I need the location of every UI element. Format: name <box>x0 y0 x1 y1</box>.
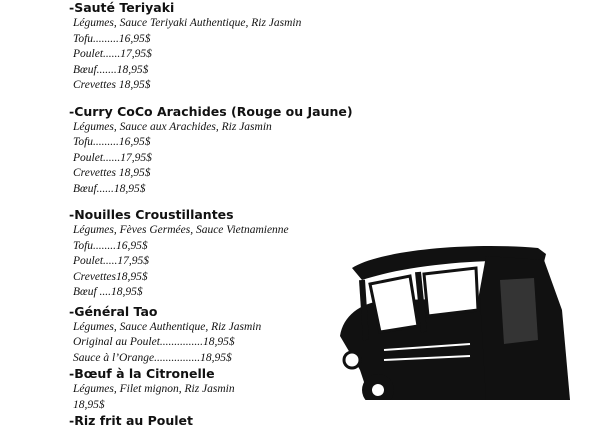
price-line: Bœuf.......18,95$ <box>73 63 149 76</box>
section-description: Légumes, Sauce aux Arachides, Riz Jasmin <box>73 120 272 133</box>
section-description: Légumes, Sauce Authentique, Riz Jasmin <box>73 320 262 333</box>
price-line: Tofu........16,95$ <box>73 239 148 252</box>
headlight-shape <box>344 352 360 368</box>
section-title: -Bœuf à la Citronelle <box>69 366 215 381</box>
price-line: Bœuf......18,95$ <box>73 182 146 195</box>
section-description: Légumes, Sauce Teriyaki Authentique, Riz Jasmin <box>73 17 302 29</box>
menu-section-curry-coco <box>69 103 403 198</box>
price-line: Poulet......17,95$ <box>73 48 152 60</box>
section-title: -Nouilles Croustillantes <box>69 207 234 222</box>
menu-section-riz-frit <box>69 413 403 429</box>
section-description: Légumes, Filet mignon, Riz Jasmin <box>73 383 235 395</box>
price-line: Tofu.........16,95$ <box>73 136 151 148</box>
price-line: Tofu.........16,95$ <box>73 32 151 45</box>
section-title: -Curry CoCo Arachides (Rouge ou Jaune) <box>69 103 353 119</box>
section-title: -Riz frit au Poulet <box>69 413 194 428</box>
price-line: 18,95$ <box>73 398 105 411</box>
price-line: Poulet.....17,95$ <box>73 255 150 267</box>
tuktuk-illustration <box>300 240 600 400</box>
side-window-shape <box>424 268 478 316</box>
menu-section-saute-teriyaki <box>69 0 403 94</box>
price-line: Bœuf ....18,95$ <box>73 286 143 298</box>
section-description: Légumes, Fèves Germées, Sauce Vietnamienne <box>73 224 289 236</box>
price-line: Crevettes18,95$ <box>73 270 148 283</box>
price-line: Crevettes 18,95$ <box>73 79 151 91</box>
price-line: Poulet......17,95$ <box>73 151 152 164</box>
section-title: -Sauté Teriyaki <box>69 0 175 15</box>
windshield-shape <box>370 276 418 332</box>
price-line: Original au Poulet...............18,95$ <box>73 336 235 348</box>
section-title: -Général Tao <box>69 303 158 319</box>
price-line: Sauce à l’Orange................18,95$ <box>73 351 232 364</box>
price-line: Crevettes 18,95$ <box>73 167 151 179</box>
